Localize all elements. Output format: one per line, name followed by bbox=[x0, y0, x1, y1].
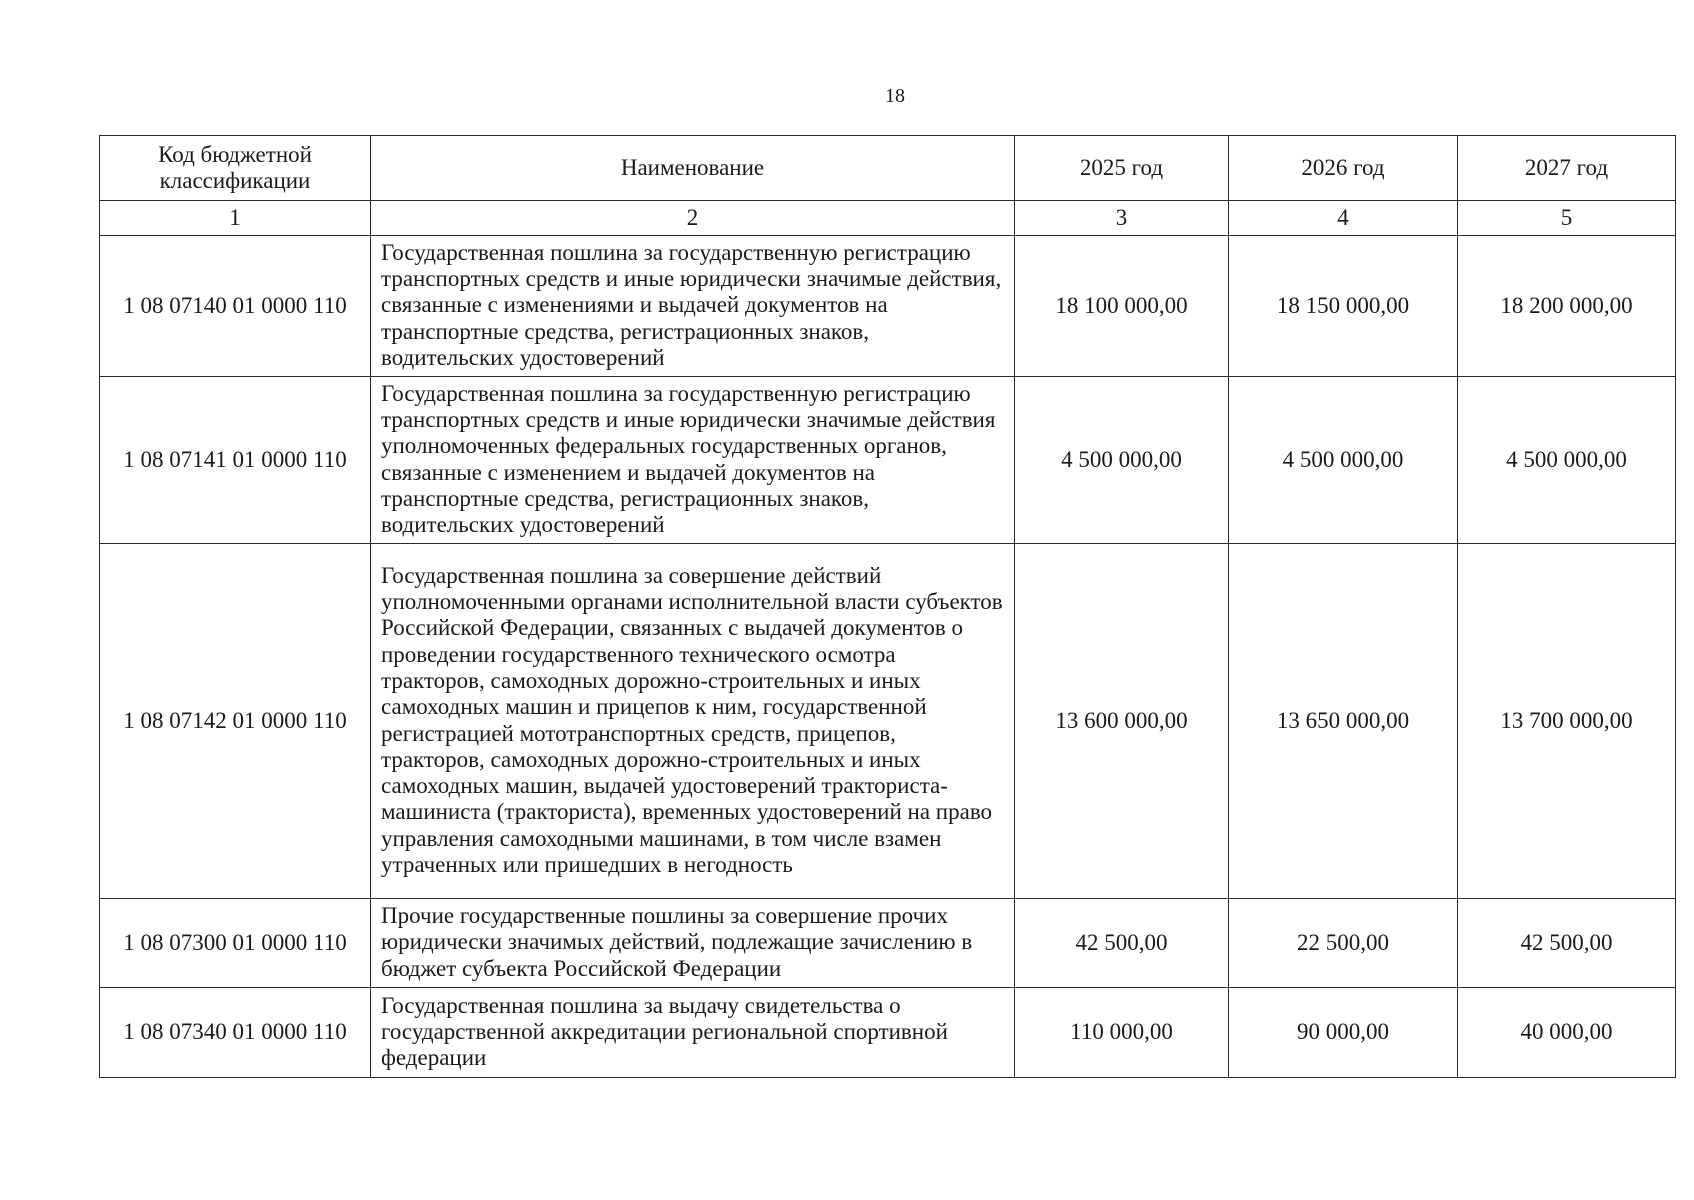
table-row bbox=[100, 377, 1676, 544]
amount-2025-cell: 18 100 000,00 bbox=[1015, 236, 1229, 377]
column-number: 3 bbox=[1015, 201, 1229, 236]
amount-2026-cell: 13 650 000,00 bbox=[1229, 544, 1458, 899]
header-row bbox=[100, 136, 1676, 201]
amount-2025-cell: 42 500,00 bbox=[1015, 899, 1229, 988]
page-number: 18 bbox=[885, 85, 905, 107]
header-year-2027: 2027 год bbox=[1458, 136, 1676, 201]
name-cell: Государственная пошлина за совершение действий уполномоченными органами исполнительной власти субъектов Российской Федерации, связанных с выдачей документов о проведении государственного технического осмотра тракторов, самоходных дорожно-строительных и иных самоходных машин и прицепов к ним, государственной регистрацией мототранспортных средств, прицепов, тракторов, самоходных дорожно-строительных и иных самоходных машин, выдачей удостоверений тракториста-машиниста (тракториста), временных удостоверений на право управления самоходными машинами, в том числе взамен утраченных или пришедших в негодность bbox=[371, 544, 1015, 899]
amount-2026-cell: 22 500,00 bbox=[1229, 899, 1458, 988]
amount-2025-cell: 110 000,00 bbox=[1015, 988, 1229, 1078]
budget-code-cell: 1 08 07340 01 0000 110 bbox=[100, 988, 371, 1078]
budget-code-cell: 1 08 07300 01 0000 110 bbox=[100, 899, 371, 988]
amount-2026-cell: 4 500 000,00 bbox=[1229, 377, 1458, 544]
budget-code-cell: 1 08 07140 01 0000 110 bbox=[100, 236, 371, 377]
table-row bbox=[100, 899, 1676, 988]
header-name: Наименование bbox=[371, 136, 1015, 201]
amount-2027-cell: 13 700 000,00 bbox=[1458, 544, 1676, 899]
name-cell: Государственная пошлина за государственную регистрацию транспортных средств и иные юридически значимые действия, связанные с изменениями и выдачей документов на транспортные средства, регистрационных знаков, водительских удостоверений bbox=[371, 236, 1015, 377]
amount-2025-cell: 4 500 000,00 bbox=[1015, 377, 1229, 544]
budget-revenue-table bbox=[99, 135, 1676, 1078]
header-year-2026: 2026 год bbox=[1229, 136, 1458, 201]
table-row bbox=[100, 544, 1676, 899]
amount-2027-cell: 40 000,00 bbox=[1458, 988, 1676, 1078]
header-year-2025: 2025 год bbox=[1015, 136, 1229, 201]
amount-2027-cell: 18 200 000,00 bbox=[1458, 236, 1676, 377]
column-number: 2 bbox=[371, 201, 1015, 236]
table-body bbox=[100, 236, 1676, 1078]
amount-2026-cell: 90 000,00 bbox=[1229, 988, 1458, 1078]
name-cell: Государственная пошлина за выдачу свидетельства о государственной аккредитации региональной спортивной федерации bbox=[371, 988, 1015, 1078]
name-cell: Государственная пошлина за государственную регистрацию транспортных средств и иные юридически значимые действия уполномоченных федеральных государственных органов, связанные с изменением и выдачей документов на транспортные средства, регистрационных знаков, водительских удостоверений bbox=[371, 377, 1015, 544]
table-row bbox=[100, 988, 1676, 1078]
column-number: 4 bbox=[1229, 201, 1458, 236]
header-budget-code: Код бюджетной классификации bbox=[100, 136, 371, 201]
budget-code-cell: 1 08 07142 01 0000 110 bbox=[100, 544, 371, 899]
name-cell: Прочие государственные пошлины за совершение прочих юридически значимых действий, подлежащие зачислению в бюджет субъекта Российской Федерации bbox=[371, 899, 1015, 988]
column-number-row bbox=[100, 201, 1676, 236]
table-row bbox=[100, 236, 1676, 377]
table-header bbox=[100, 136, 1676, 236]
amount-2027-cell: 42 500,00 bbox=[1458, 899, 1676, 988]
amount-2025-cell: 13 600 000,00 bbox=[1015, 544, 1229, 899]
column-number: 5 bbox=[1458, 201, 1676, 236]
column-number: 1 bbox=[100, 201, 371, 236]
budget-code-cell: 1 08 07141 01 0000 110 bbox=[100, 377, 371, 544]
amount-2027-cell: 4 500 000,00 bbox=[1458, 377, 1676, 544]
amount-2026-cell: 18 150 000,00 bbox=[1229, 236, 1458, 377]
